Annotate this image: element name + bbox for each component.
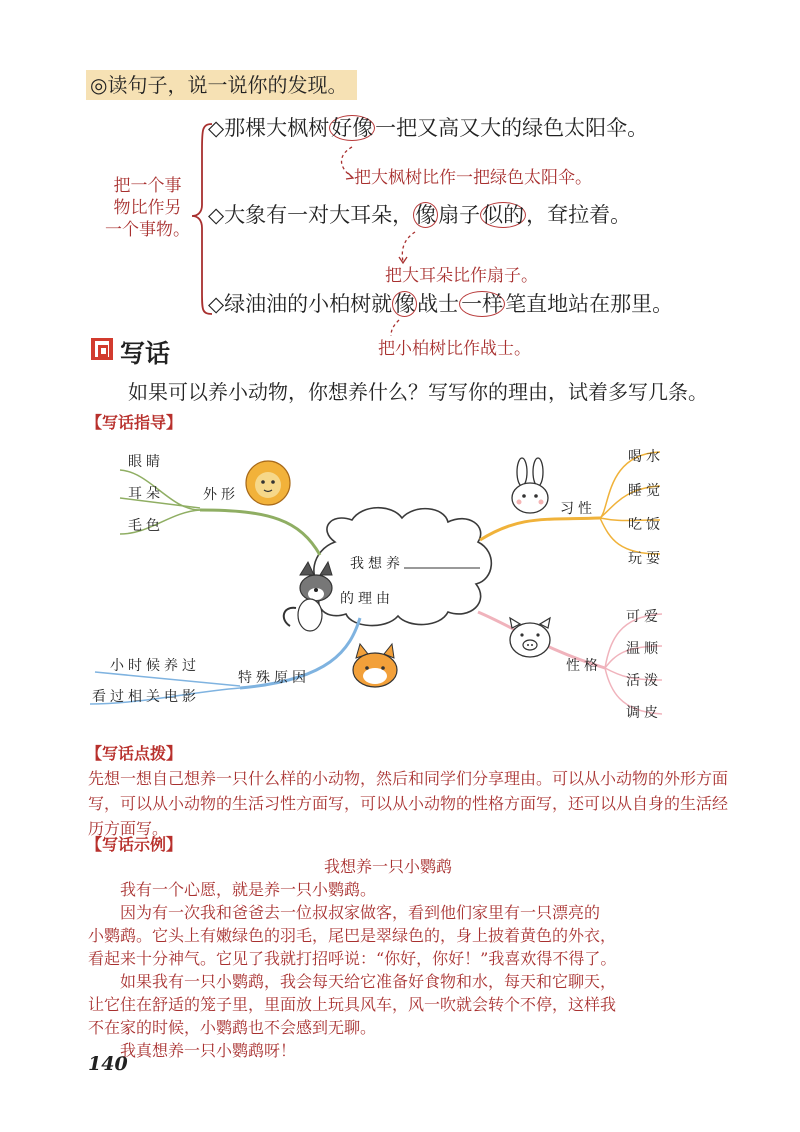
- example-title: 我想养一只小鹦鹉: [324, 857, 453, 876]
- annotation-3: 把小柏树比作战士。: [378, 339, 531, 359]
- circled-word: 像: [415, 203, 437, 227]
- branch-item: 看过相关电影: [92, 689, 200, 705]
- example-heading: 【写话示例】: [86, 835, 183, 854]
- example-line: 我真想养一只小鹦鹉呀！: [120, 1041, 297, 1060]
- circled-word: 像: [394, 292, 416, 316]
- side-note: 把一个事 物比作另 一个事物。: [105, 176, 190, 240]
- branch-item: 毛色: [128, 518, 164, 534]
- branch-item: 眼睛: [128, 454, 164, 470]
- example-line: 看起来十分神气。它见了我就打招呼说：“你好，你好！”我喜欢得不得了。: [88, 949, 617, 968]
- branch-item: 可爱: [626, 609, 662, 625]
- mind-map: [0, 430, 800, 730]
- page-number: 140: [88, 1053, 128, 1075]
- example-line: 如果我有一只小鹦鹉，我会每天给它准备好食物和水，每天和它聊天，: [120, 972, 617, 991]
- sentence-1: ◇那棵大枫树好像一把又高又大的绿色太阳伞。: [208, 116, 649, 140]
- circled-word: 似的: [482, 203, 525, 227]
- tips-heading: 【写话点拨】: [86, 744, 183, 763]
- branch-item: 温顺: [626, 641, 662, 657]
- tips-text: 先想一想自己想养一只什么样的小动物，然后和同学们分享理由。可以从小动物的外形方面写，可以从小动物的生活习性方面写，可以从小动物的性格方面写，还可以从自身的生活经历方面写。: [88, 769, 729, 838]
- annotation-1: 把大枫树比作一把绿色太阳伞。: [354, 168, 592, 188]
- example-line: 不在家的时候，小鹦鹉也不会感到无聊。: [88, 1018, 377, 1037]
- branch-item: 喝水: [628, 449, 664, 465]
- branch-appearance: 外形: [203, 487, 239, 503]
- writing-prompt: 如果可以养小动物，你想养什么？写写你的理由，试着多写几条。: [128, 380, 708, 404]
- circled-word: 好像: [331, 116, 374, 140]
- dog-icon: [284, 562, 332, 631]
- branch-item: 小时候养过: [110, 658, 200, 674]
- annotation-2: 把大耳朵比作扇子。: [385, 266, 538, 286]
- sentence-3: ◇绿油油的小柏树就像战士一样笔直地站在那里。: [208, 292, 674, 316]
- example-line: 我有一个心愿，就是养一只小鹦鹉。: [120, 880, 377, 899]
- example-line: 因为有一次我和爸爸去一位叔叔家做客，看到他们家里有一只漂亮的: [120, 903, 601, 922]
- rabbit-icon: [512, 458, 548, 513]
- branch-personality: 性格: [566, 658, 602, 674]
- guide-heading: 【写话指导】: [86, 413, 183, 432]
- section-title-writing: 写话: [120, 339, 171, 368]
- branch-item: 活泼: [626, 673, 662, 689]
- branch-item: 调皮: [626, 705, 662, 721]
- branch-special: 特殊原因: [238, 670, 310, 686]
- pencil-icon: [90, 337, 114, 361]
- mindmap-center-line1: 我想养: [350, 556, 404, 572]
- branch-item: 玩耍: [628, 551, 664, 567]
- task-instruction: ◎读句子，说一说你的发现。: [86, 70, 357, 100]
- branch-item: 睡觉: [628, 483, 664, 499]
- pig-icon: [510, 618, 550, 657]
- cat-icon: [353, 644, 397, 687]
- circled-word: 一样: [461, 292, 504, 316]
- branch-item: 吃饭: [628, 517, 664, 533]
- example-line: 让它住在舒适的笼子里，里面放上玩具风车，风一吹就会转个不停，这样我: [88, 995, 617, 1014]
- sentence-2: ◇大象有一对大耳朵，像扇子似的，耷拉着。: [208, 203, 632, 227]
- branch-habits: 习性: [560, 501, 596, 517]
- example-line: 小鹦鹉。它头上有嫩绿色的羽毛，尾巴是翠绿色的，身上披着黄色的外衣，: [88, 926, 617, 945]
- lion-icon: [246, 461, 290, 505]
- branch-item: 耳朵: [128, 486, 164, 502]
- mindmap-center-line2: 的理由: [340, 591, 394, 607]
